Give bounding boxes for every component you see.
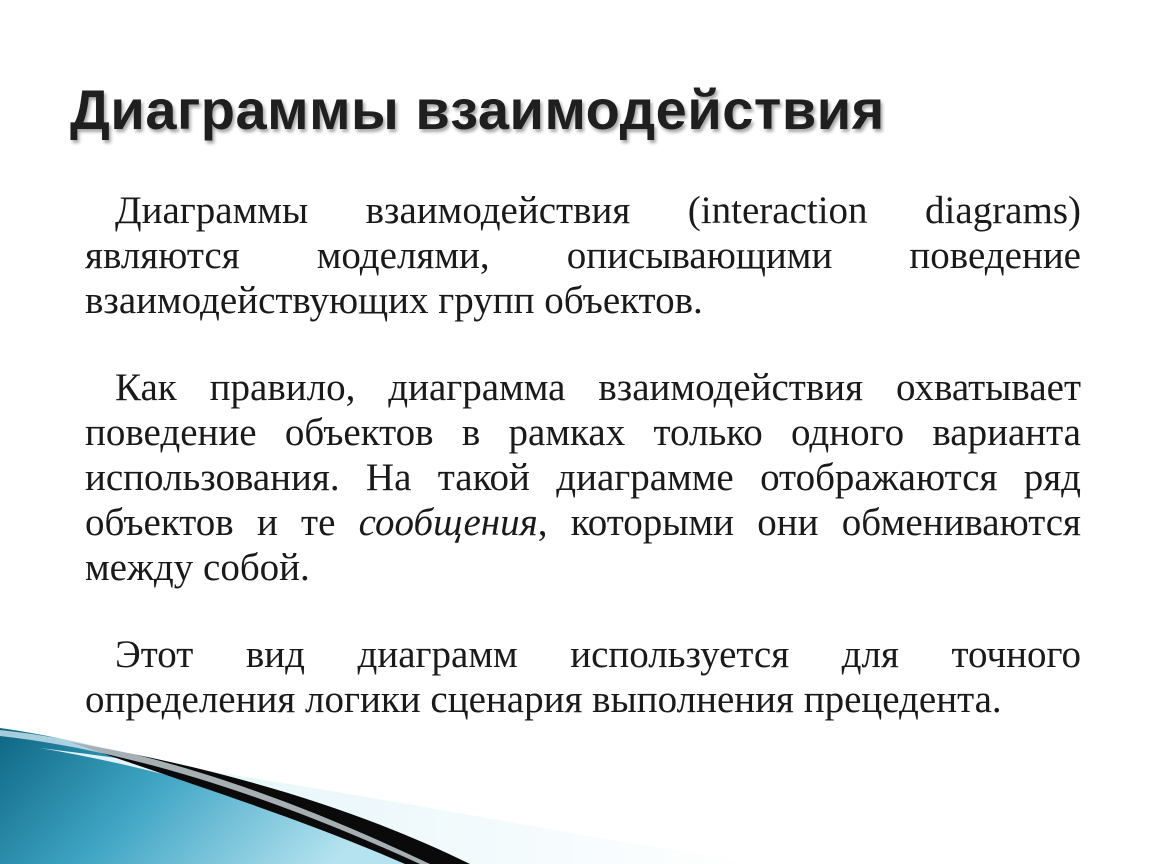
messages-term: сообщения	[358, 501, 538, 544]
paragraph-usage: Этот вид диаграмм используется для точного определения логики сценария выполнения прецедента.	[85, 633, 1081, 721]
slide-body	[85, 188, 1081, 764]
paragraph-definition: Диаграммы взаимодействия (interaction diagrams) являются моделями, описывающими поведение взаимодействующих групп объектов.	[85, 189, 1081, 322]
wave-light-band	[40, 748, 760, 864]
slide-title: Диаграммы взаимодействия	[70, 78, 885, 141]
paragraph-scope-text-end: , которыми они обмениваются между собой.	[85, 501, 1081, 589]
paragraph-scope	[85, 365, 1081, 590]
paragraph-scope-text-start: Как правило, диаграмма взаимодействия охватывает поведение объектов в рамках только одного варианта использования. На такой диаграмме отображаются ряд объектов и те	[85, 366, 1081, 544]
